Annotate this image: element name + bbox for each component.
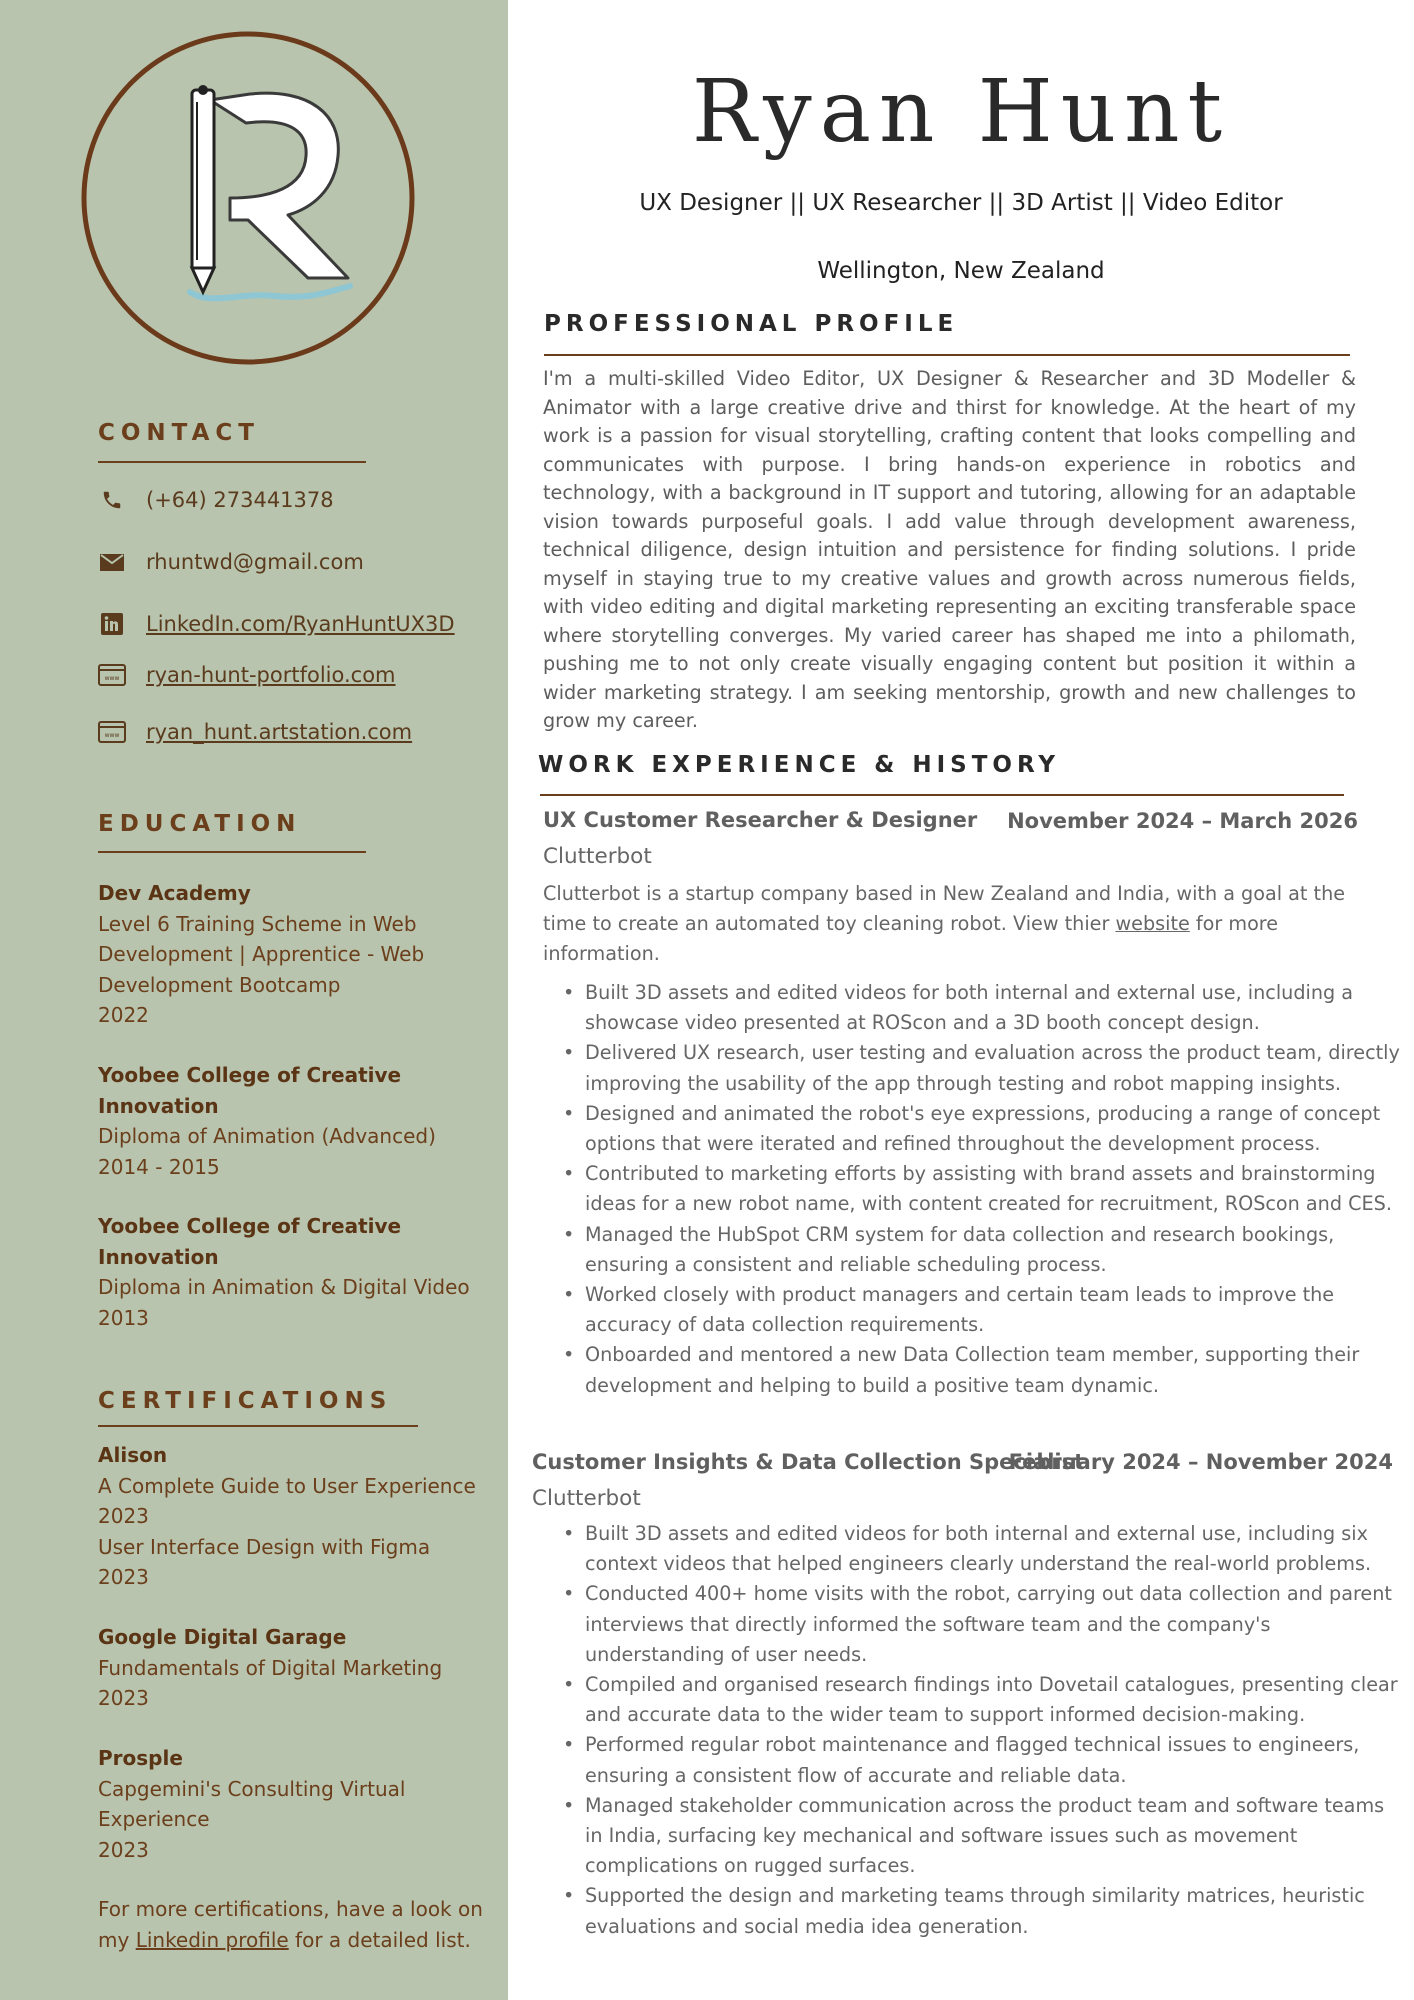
certification-course: A Complete Guide to User Experience: [98, 1473, 476, 1498]
svg-text:www: www: [104, 675, 120, 682]
job-dates: November 2024 – March 2026: [1007, 809, 1358, 833]
contact-artstation[interactable]: [98, 716, 412, 748]
contact-portfolio[interactable]: [98, 659, 396, 691]
education-detail: Development Bootcamp: [98, 972, 341, 997]
education-detail: Level 6 Training Scheme in Web: [98, 911, 417, 936]
education-entry: [98, 1211, 478, 1333]
education-entry: [98, 1060, 478, 1182]
job-title: UX Customer Researcher & Designer: [543, 808, 978, 832]
certifications-footer: [98, 1894, 498, 1955]
contact-email-text: rhuntwd@gmail.com: [146, 550, 364, 574]
email-icon: [98, 548, 126, 576]
certifications-footer-suffix: for a detailed list.: [288, 1927, 471, 1952]
profile-divider: [544, 354, 1350, 356]
list-item: • Onboarded and mentored a new Data Collection team member, supporting their development and helping to build a positive team dynamic.: [585, 1340, 1414, 1400]
contact-linkedin[interactable]: [98, 608, 455, 640]
website-icon: [98, 718, 126, 746]
main-content: [508, 0, 1414, 2000]
certification-year: 2023: [98, 1686, 149, 1710]
certification-year: 2023: [98, 1837, 149, 1862]
list-item: • Built 3D assets and edited videos for both internal and external use, including six context videos that helped engineers clearly understand the real-world problems.: [585, 1519, 1400, 1579]
job-company: Clutterbot: [543, 844, 652, 869]
location: Wellington, New Zealand: [817, 258, 1105, 284]
education-year: 2022: [98, 1003, 149, 1027]
certification-course: Capgemini's Consulting Virtual: [98, 1776, 406, 1801]
education-school: Innovation: [98, 1244, 219, 1269]
experience-heading: WORK EXPERIENCE & HISTORY: [538, 752, 1061, 778]
candidate-name: Ryan Hunt: [691, 62, 1231, 162]
education-school: Yoobee College of Creative: [98, 1214, 402, 1238]
contact-email[interactable]: [98, 546, 364, 578]
list-item: • Worked closely with product managers and certain team leads to improve the accuracy of data collection requirements.: [585, 1280, 1414, 1340]
linkedin-icon: [98, 610, 126, 638]
experience-divider: [540, 794, 1344, 796]
certification-year: 2023: [98, 1504, 149, 1528]
contact-phone-text: (+64) 273441378: [146, 488, 334, 512]
certification-provider: Alison: [98, 1443, 168, 1467]
contact-phone[interactable]: [98, 484, 334, 516]
svg-text:www: www: [104, 732, 120, 739]
list-item: • Contributed to marketing efforts by assisting with brand assets and brainstorming ideas for a new robot name, with content created for recruitment, ROScon and CES.: [585, 1159, 1414, 1219]
certifications-footer-prefix: my: [98, 1927, 136, 1952]
contact-divider: [98, 461, 366, 463]
certification-provider: Prosple: [98, 1746, 183, 1770]
contact-artstation-link[interactable]: ryan_hunt.artstation.com: [146, 720, 413, 744]
profile-heading: PROFESSIONAL PROFILE: [544, 311, 959, 337]
education-school: Yoobee College of Creative: [98, 1063, 402, 1087]
logo-letter-r: [210, 93, 348, 278]
pen-icon: [192, 85, 214, 292]
certification-course: Experience: [98, 1807, 210, 1831]
logo-brush-stroke: [190, 286, 350, 298]
certification-entry: [98, 1622, 478, 1714]
profile-text: I'm a multi-skilled Video Editor, UX Designer & Researcher and 3D Modeller & Animator with a large creative drive and thirst for knowledge. At the heart of my work is a passion for visual storytelling, crafting content that looks compelling and communicates with purpose. I bring hands-on experience in robotics and technology, with a background in IT support and tutoring, allowing for an adaptable vision towards purposeful goals. I add value through development awareness, technical diligence, design intuition and persistence for finding solutions. I pride myself in staying true to my creative values and growth across numerous fields, with video editing and digital marketing representing an exciting transferable space where storytelling converges. My varied career has shaped me into a philomath, pushing me to not only create visually engaging content but position it within a wider marketing strategy. I am seeking mentorship, growth and new challenges to grow my career.: [543, 367, 1356, 732]
contact-heading: CONTACT: [98, 420, 260, 446]
job-company: Clutterbot: [532, 1486, 641, 1511]
education-divider: [98, 851, 366, 853]
company-website-link[interactable]: website: [1115, 912, 1190, 935]
job-dates: February 2024 – November 2024: [1008, 1450, 1393, 1474]
education-year: 2014 - 2015: [98, 1154, 220, 1179]
job-titles: UX Designer || UX Researcher || 3D Artist || Video Editor: [639, 190, 1283, 216]
rh-logo: [80, 30, 416, 366]
certification-course: User Interface Design with Figma: [98, 1534, 431, 1559]
contact-portfolio-link[interactable]: ryan-hunt-portfolio.com: [146, 663, 396, 687]
certification-course: Fundamentals of Digital Marketing: [98, 1655, 443, 1680]
job-title: Customer Insights & Data Collection Specialist: [532, 1450, 1085, 1474]
list-item: • Managed stakeholder communication across the product team and software teams in India, surfacing key mechanical and software issues such as movement complications on rugged surfaces.: [585, 1791, 1400, 1882]
education-detail: Diploma in Animation & Digital Video: [98, 1275, 470, 1299]
education-school: Innovation: [98, 1093, 219, 1118]
phone-icon: [98, 486, 126, 514]
certifications-heading: CERTIFICATIONS: [98, 1388, 393, 1414]
list-item: • Delivered UX research, user testing and evaluation across the product team, directly improving the usability of the app through testing and robot mapping insights.: [585, 1038, 1414, 1098]
sidebar: [0, 0, 508, 2000]
job-responsibilities: [585, 978, 1414, 1401]
education-detail: Development | Apprentice - Web: [98, 942, 425, 966]
website-icon: [98, 661, 126, 689]
education-year: 2013: [98, 1305, 149, 1330]
education-entry: [98, 878, 478, 1031]
list-item: • Compiled and organised research findings into Dovetail catalogues, presenting clear and accurate data to the wider team to support informed decision-making.: [585, 1670, 1400, 1730]
job-responsibilities: [585, 1519, 1400, 1942]
certifications-divider: [98, 1425, 418, 1427]
certification-entry: [98, 1743, 478, 1865]
education-school: Dev Academy: [98, 881, 251, 905]
education-heading: EDUCATION: [98, 811, 302, 837]
linkedin-profile-link[interactable]: Linkedin profile: [135, 1927, 289, 1952]
list-item: • Managed the HubSpot CRM system for data collection and research bookings, ensuring a consistent and reliable scheduling process.: [585, 1220, 1414, 1280]
list-item: • Built 3D assets and edited videos for both internal and external use, including a showcase video presented at ROScon and a 3D booth concept design.: [585, 978, 1414, 1038]
contact-linkedin-link[interactable]: LinkedIn.com/RyanHuntUX3D: [146, 612, 455, 636]
certifications-footer-line: For more certifications, have a look on: [98, 1897, 483, 1921]
job-description: Clutterbot is a startup company based in New Zealand and India, with a goal at the time to create an automated toy cleaning robot. View thier website for more information.: [543, 882, 1346, 965]
list-item: • Supported the design and marketing teams through similarity matrices, heuristic evaluations and social media idea generation.: [585, 1881, 1400, 1941]
list-item: • Performed regular robot maintenance and flagged technical issues to engineers, ensuring a consistent flow of accurate and reliable data.: [585, 1730, 1400, 1790]
certification-provider: Google Digital Garage: [98, 1625, 347, 1649]
list-item: • Designed and animated the robot's eye expressions, producing a range of concept options that were iterated and refined throughout the development process.: [585, 1099, 1414, 1159]
list-item: • Conducted 400+ home visits with the robot, carrying out data collection and parent interviews that directly informed the software team and the company's understanding of user needs.: [585, 1579, 1400, 1670]
certification-entry: [98, 1440, 478, 1593]
education-detail: Diploma of Animation (Advanced): [98, 1124, 436, 1148]
certification-year: 2023: [98, 1565, 149, 1589]
